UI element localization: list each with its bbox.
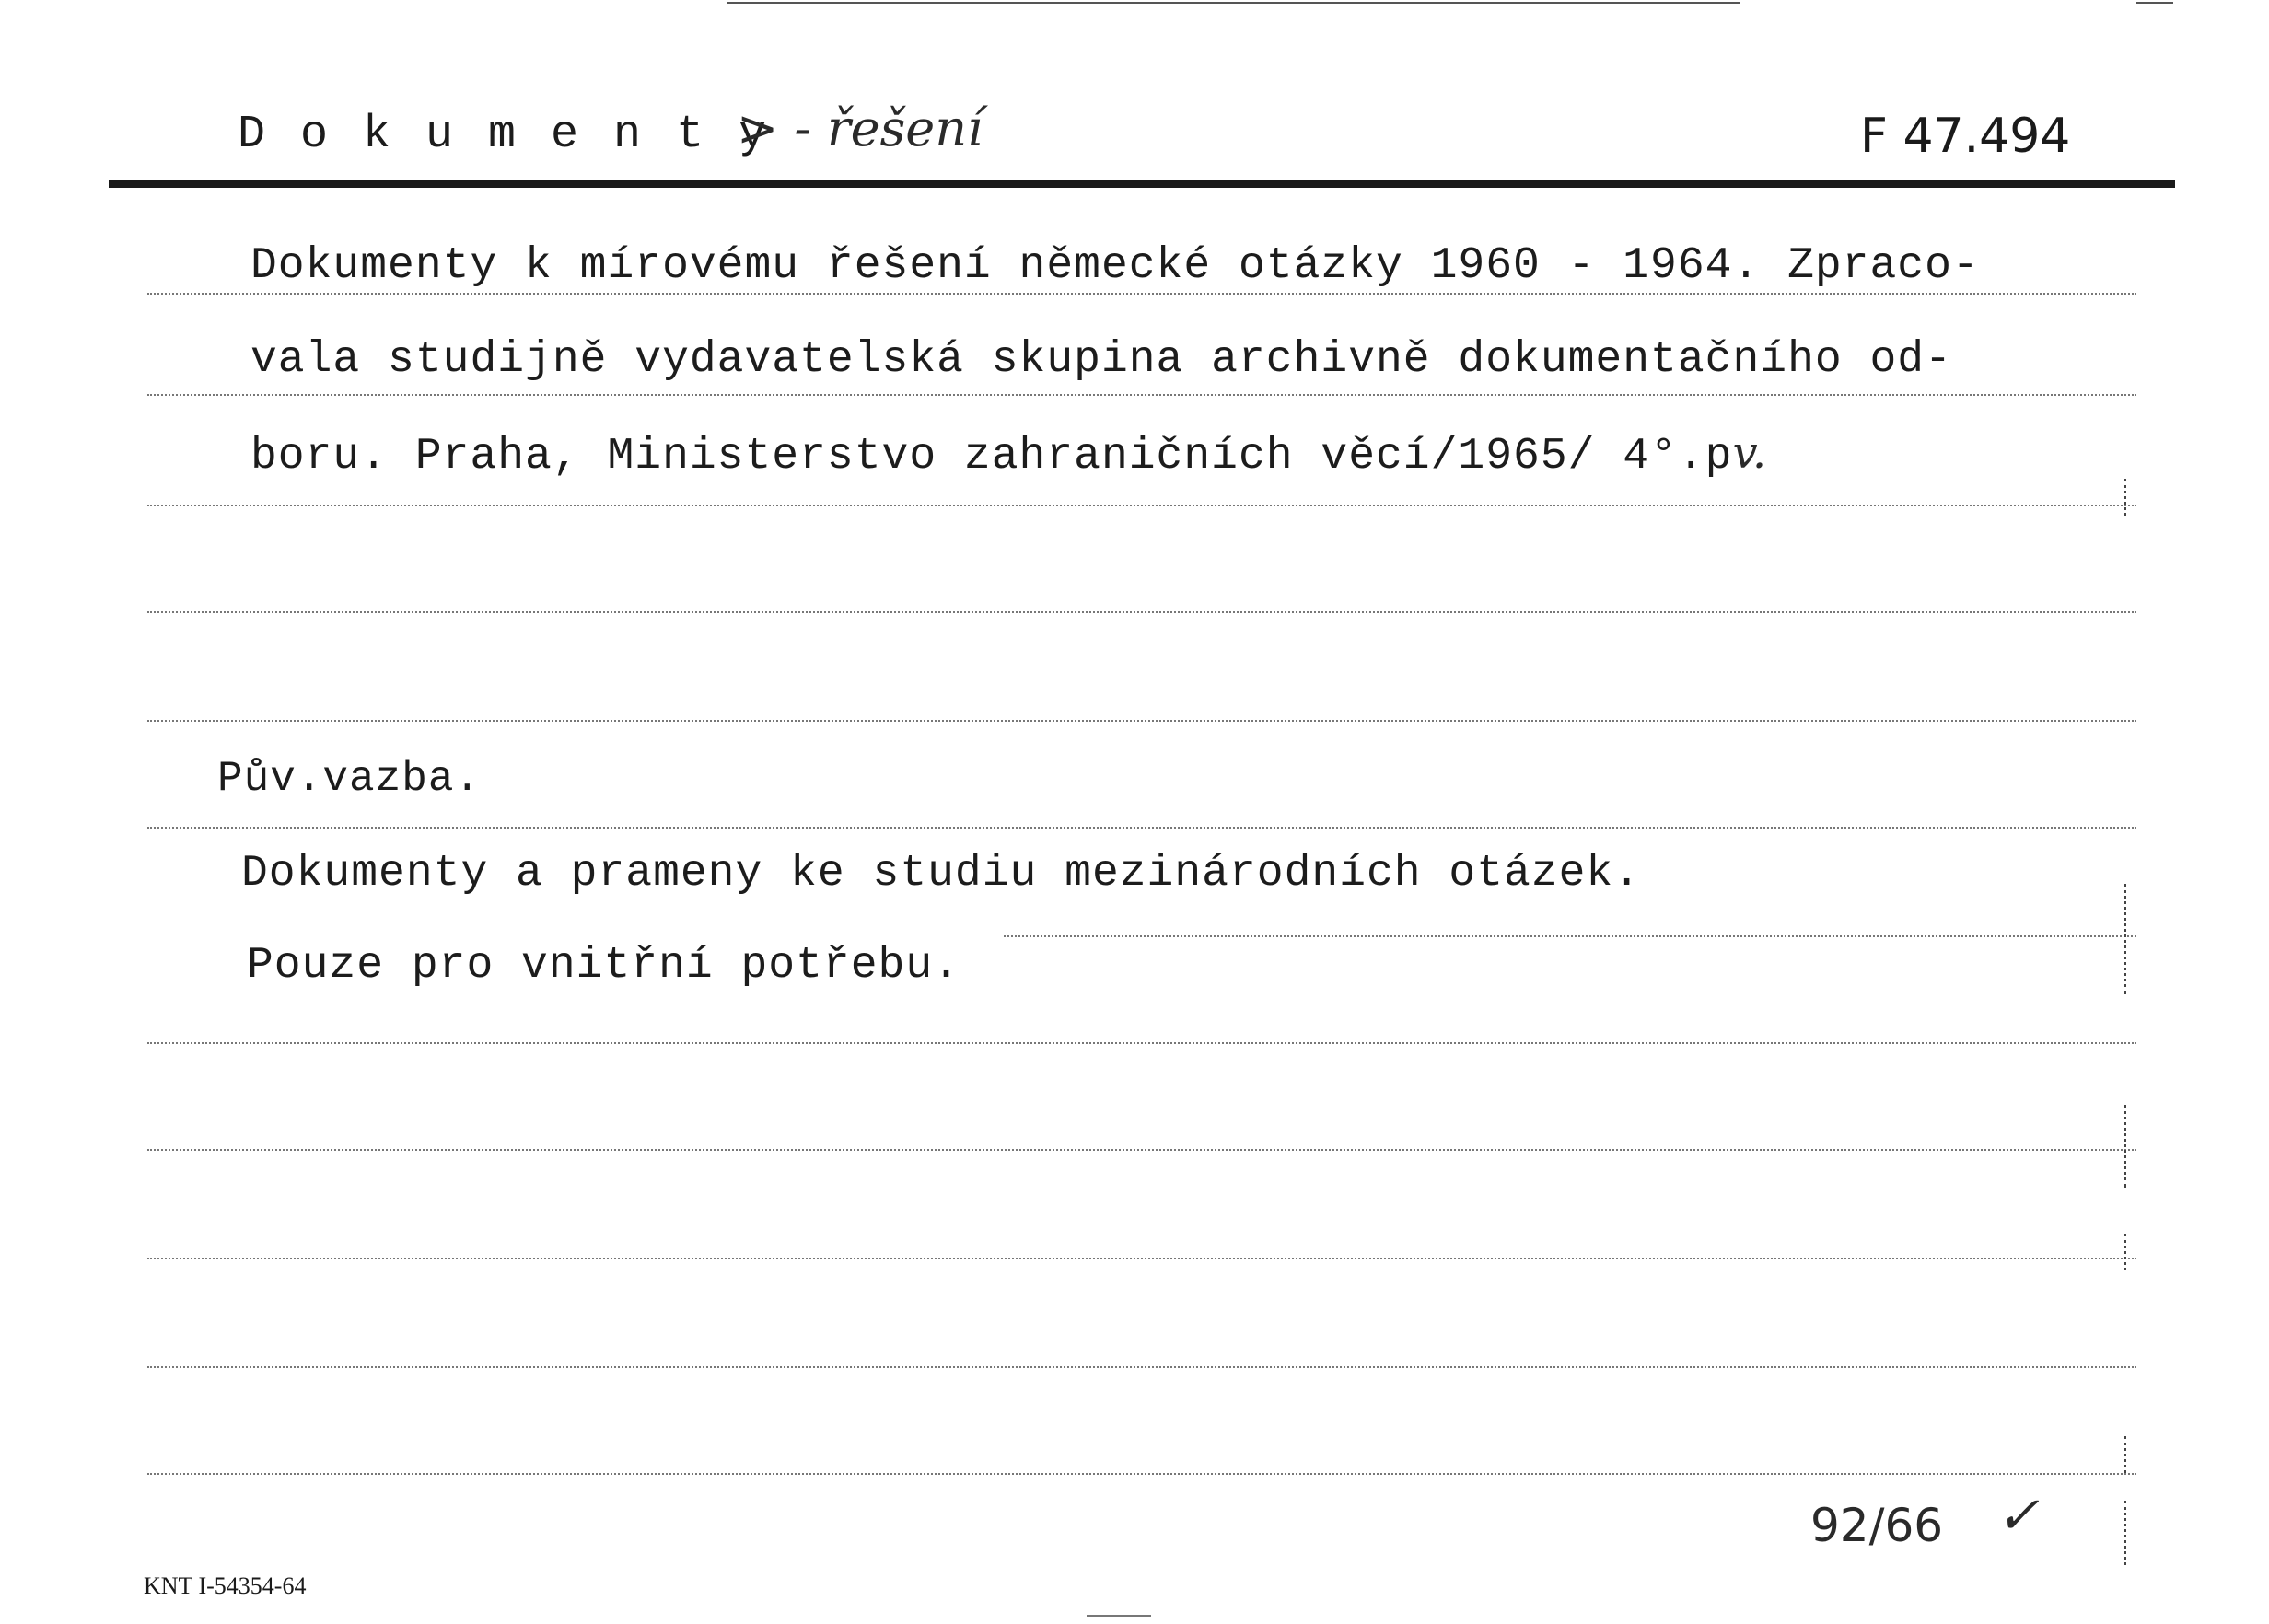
ruled-line xyxy=(147,1473,2136,1475)
series-note: Dokumenty a prameny ke studiu mezinárodních otázek. xyxy=(241,849,1642,899)
ruled-line xyxy=(147,394,2136,396)
ruled-line xyxy=(147,293,2136,295)
right-margin-dots xyxy=(2124,884,2126,994)
handwritten-note: > - řešení xyxy=(737,99,983,157)
card-heading: D o k u m e n t y xyxy=(238,109,771,161)
accession-number: 92/66 xyxy=(1810,1499,1944,1552)
call-number: F 47.494 xyxy=(1860,109,2071,164)
check-mark: ✓ xyxy=(1996,1486,2040,1546)
bottom-edge-mark xyxy=(1087,1615,1151,1617)
record-line-3-handwritten: v. xyxy=(1732,427,1767,479)
ruled-line xyxy=(147,1042,2136,1044)
top-edge-line-right xyxy=(2136,2,2173,4)
ruled-line xyxy=(147,1149,2136,1151)
ruled-line xyxy=(147,611,2136,613)
print-code: KNT I-54354-64 xyxy=(144,1572,307,1599)
ruled-line xyxy=(147,720,2136,722)
top-edge-line xyxy=(727,2,1740,4)
restriction-note: Pouze pro vnitřní potřebu. xyxy=(247,941,960,991)
ruled-line xyxy=(147,505,2136,506)
record-line-1: Dokumenty k mírovému řešení německé otázky 1960 - 1964. Zpraco- xyxy=(250,241,1980,291)
right-margin-dots xyxy=(2124,1105,2126,1188)
right-margin-dots xyxy=(2124,1436,2126,1473)
right-margin-dots xyxy=(2124,1234,2126,1270)
ruled-line xyxy=(147,827,2136,829)
ruled-line xyxy=(147,1258,2136,1259)
binding-note: Pův.vazba. xyxy=(217,755,482,803)
header-rule xyxy=(109,180,2175,188)
right-margin-dots xyxy=(2124,479,2126,516)
record-line-2: vala studijně vydavatelská skupina archivně dokumentačního od- xyxy=(250,335,1952,385)
ruled-line xyxy=(147,1366,2136,1368)
ruled-line xyxy=(1004,935,2136,937)
record-line-3 xyxy=(250,427,1766,481)
right-margin-dots xyxy=(2124,1501,2126,1565)
record-line-3-typed: boru. Praha, Ministerstvo zahraničních věcí/1965/ 4°.p xyxy=(250,432,1733,481)
